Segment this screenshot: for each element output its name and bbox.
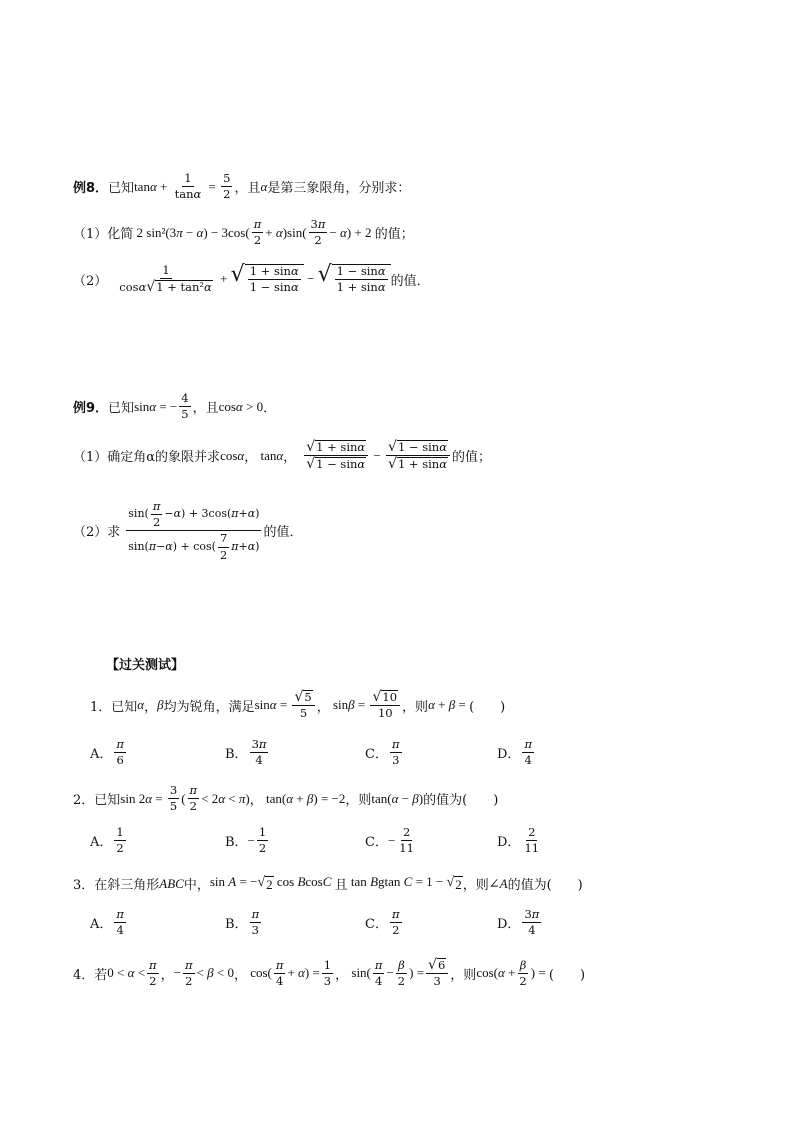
fraction: sin( $\frac{\pi}{2}$ − α ) + 3cos( π + α ) sin( π − α ) + cos( $\frac{7}{2}$ π + α ) [128, 499, 260, 562]
text: ，则 [462, 878, 489, 893]
math: ) = [530, 965, 549, 981]
fraction: $\frac{\beta}{2}$ [397, 957, 406, 988]
fraction: √ 1 + sinα √ 1 − sinα [304, 440, 368, 471]
option-a[interactable] [90, 908, 128, 937]
section-heading: 【过关测试】 [106, 658, 185, 673]
fraction: √ 6 3 [426, 958, 448, 988]
math: tan(α + β) = −2 [262, 790, 346, 806]
fraction: $\frac{4}{5}$ [181, 391, 189, 422]
math: 2 sin²(3π − α) − 3cos( [133, 224, 250, 240]
option-label: D． [497, 747, 521, 763]
math: sinβ = [329, 697, 369, 713]
fraction: $\frac{\pi}{2}$ [189, 783, 198, 814]
option-label: C． [365, 747, 388, 763]
sqrt: √ $\frac{1 - \sin\alpha}{1 + \sin\alpha}$ [318, 264, 391, 294]
fraction: $\frac{\pi}{4}$ [374, 957, 383, 988]
text: ，则 [345, 793, 372, 809]
text: 已知 [108, 181, 135, 197]
fraction: $\frac{\pi}{4}$ [275, 957, 284, 988]
text: （1）化简 [73, 227, 134, 243]
option-label: B． [225, 917, 248, 933]
question-1-stem [90, 690, 505, 720]
option-d[interactable] [497, 738, 536, 767]
option-c[interactable] [365, 826, 418, 855]
text: 1．已知 [90, 699, 138, 715]
text: ， [144, 699, 158, 715]
fraction: 1 cosα √ 1 + tan²α [119, 263, 212, 296]
math: sinα = − [134, 398, 178, 414]
math: + α) = [287, 965, 320, 981]
text: 的值； [374, 227, 414, 243]
option-d[interactable] [497, 908, 543, 937]
math: tan(α − β) [371, 790, 424, 806]
math: − [173, 965, 181, 981]
text: ， [244, 450, 258, 466]
text: ， [233, 967, 247, 983]
text: 的值． [390, 273, 430, 289]
math: cosα [220, 447, 245, 463]
question-4-stem [73, 958, 585, 988]
text: （1）确定角α的象限并求 [73, 450, 221, 466]
math: < β < 0 [196, 965, 234, 981]
text: 且 [334, 878, 348, 893]
math: ) = [409, 965, 425, 981]
sqrt: √ $\frac{1 + \sin\alpha}{1 - \sin\alpha}$ [231, 264, 304, 294]
example-9-label: 例9． [73, 401, 109, 417]
option-a[interactable] [90, 826, 128, 855]
math: tan Bgtan C = 1 − √ 2 [347, 874, 462, 892]
option-label: B． [225, 747, 248, 763]
text: 中， [183, 878, 210, 893]
fraction: $\frac{2}{11}$ [399, 825, 414, 856]
math: tanα + [134, 178, 171, 194]
option-b[interactable] [225, 908, 263, 937]
math: sin 2α = [120, 790, 166, 806]
example-8-part-2 [73, 264, 430, 294]
text: 的值为 [507, 878, 547, 893]
answer-paren: ( ) [546, 878, 583, 893]
math: 0 < α < [107, 965, 146, 981]
option-label: B． [225, 835, 248, 851]
text: 是第三象限角，分别求： [267, 181, 411, 197]
fraction: √ 5 5 [292, 690, 314, 720]
fraction: $\frac{2}{11}$ [524, 825, 540, 856]
option-label: D． [497, 835, 521, 851]
math: − [247, 832, 255, 848]
text: ，则 [402, 699, 429, 715]
math: sinα = [254, 697, 291, 713]
option-c[interactable] [365, 738, 404, 767]
example-8-label: 例8． [73, 181, 109, 197]
fraction: $\frac{1}{2}$ [116, 825, 124, 856]
option-d[interactable] [497, 826, 543, 855]
math: − [387, 832, 396, 848]
math: = [205, 178, 220, 194]
text: ． [263, 401, 277, 417]
fraction: $\frac{1}{\tan\alpha}$ [174, 171, 202, 202]
option-label: A． [90, 917, 113, 933]
fraction: $\frac{\pi}{4}$ [116, 907, 124, 938]
text: ，且 [234, 181, 261, 197]
math: β [157, 697, 164, 713]
question-3-stem [73, 874, 583, 893]
example-9-part-2 [73, 500, 302, 562]
option-c[interactable] [365, 908, 404, 937]
math: < 2α < π) [201, 790, 250, 806]
math: ∠A [488, 875, 508, 891]
answer-paren: ( ) [462, 793, 499, 809]
fraction: √ 10 10 [370, 690, 400, 720]
fraction: $\frac{\pi}{2}$ [391, 907, 400, 938]
option-label: D． [497, 917, 521, 933]
fraction: $\frac{\pi}{2}$ [184, 957, 193, 988]
text: ， [316, 699, 330, 715]
answer-paren: ( ) [469, 699, 506, 715]
fraction: $\frac{5}{2}$ [223, 171, 231, 202]
example-9-part-1 [73, 440, 491, 471]
fraction: √ 1 − sinα √ 1 + sinα [386, 440, 450, 471]
math: ( [181, 790, 186, 806]
text: 4．若 [73, 967, 108, 983]
fraction: $\frac{3}{5}$ [169, 783, 178, 814]
math: cos( [246, 965, 272, 981]
math: + [216, 271, 231, 287]
answer-paren: ( ) [548, 967, 586, 983]
text: 均为锐角，满足 [163, 699, 255, 715]
example-8-part-1 [73, 218, 414, 247]
text: ， [249, 793, 263, 809]
fraction: $\frac{\pi}{6}$ [116, 737, 124, 768]
text: ， [283, 450, 297, 466]
option-b[interactable] [225, 738, 270, 767]
text: （2） [73, 273, 108, 289]
fraction: $\frac{1}{2}$ [258, 825, 267, 856]
fraction: $\frac{3\pi}{4}$ [524, 907, 540, 938]
fraction: $\frac{\pi}{2}$ [253, 217, 262, 248]
question-2-stem [73, 784, 498, 813]
fraction: $\frac{1}{3}$ [323, 957, 332, 988]
text: ， [335, 967, 349, 983]
text: 3．在斜三角形 [73, 878, 160, 893]
math: − [386, 965, 394, 981]
math: − α) + 2 [329, 224, 375, 240]
math: sin( [348, 965, 371, 981]
text: ，则 [450, 967, 477, 983]
fraction: $\frac{\pi}{2}$ [149, 957, 157, 988]
text: ，且 [192, 401, 219, 417]
text: ， [160, 967, 174, 983]
math: cos(α + [476, 965, 516, 981]
text: 的值为 [423, 793, 463, 809]
text: （2）求 [73, 525, 121, 541]
option-label: C． [365, 835, 388, 851]
option-label: A． [90, 747, 113, 763]
fraction: $\frac{\beta}{2}$ [519, 957, 527, 988]
math: α + β = [428, 697, 470, 713]
fraction: $\frac{3\pi}{2}$ [310, 217, 326, 248]
math: + α)sin( [265, 224, 307, 240]
math: α [137, 697, 145, 713]
option-label: A． [90, 835, 113, 851]
fraction: $\frac{\pi}{4}$ [524, 737, 532, 768]
fraction: $\frac{3\pi}{4}$ [251, 737, 267, 768]
fraction: $\frac{\pi}{3}$ [251, 907, 260, 938]
math: − [303, 271, 318, 287]
text: 已知 [108, 401, 135, 417]
example-9-intro [73, 392, 276, 421]
math: tanα [257, 447, 284, 463]
text: 的值； [451, 450, 491, 466]
example-8-intro [73, 172, 410, 201]
math: − [370, 447, 385, 463]
text: 2．已知 [73, 793, 121, 809]
fraction: $\frac{\pi}{3}$ [391, 737, 400, 768]
option-label: C． [365, 917, 388, 933]
math: cosα > 0 [218, 398, 264, 414]
option-b[interactable] [225, 826, 270, 855]
math: α [260, 178, 268, 194]
text: 的值． [263, 525, 303, 541]
math: ABC [159, 875, 184, 891]
option-a[interactable] [90, 738, 128, 767]
math: sin A = − √ 2 cos BcosC [209, 874, 332, 892]
